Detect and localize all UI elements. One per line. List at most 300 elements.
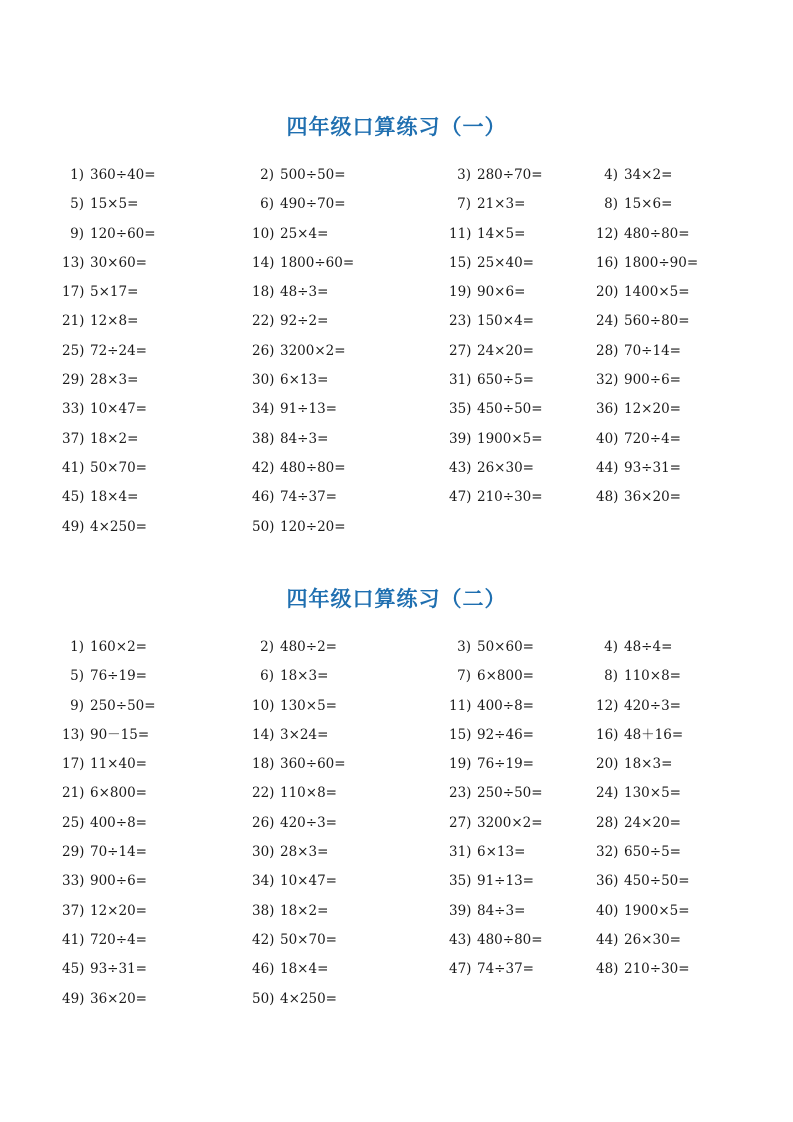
- problem-expression: 110×8=: [280, 785, 337, 802]
- problem-expression: 84÷3=: [477, 902, 526, 919]
- problem-expression: 91÷13=: [280, 401, 337, 418]
- problem-item: [252, 220, 328, 249]
- problem-expression: 720÷4=: [90, 931, 147, 948]
- problem-grid: [0, 161, 793, 542]
- problem-expression: 160×2=: [90, 639, 147, 655]
- problem-item: [252, 307, 328, 336]
- problem-expression: 26×30=: [624, 931, 681, 948]
- problem-item: [596, 425, 681, 454]
- problem-expression: 74÷37=: [477, 961, 534, 978]
- problem-number: 41): [62, 459, 85, 476]
- problem-item: [449, 307, 534, 336]
- problem-item: [449, 926, 543, 955]
- problem-expression: 4×250=: [90, 518, 147, 535]
- problem-expression: 11×40=: [90, 756, 147, 773]
- problem-item: [62, 985, 147, 1014]
- problem-number: 19): [449, 756, 472, 773]
- problem-item: [449, 161, 543, 190]
- problem-number: 32): [596, 844, 619, 861]
- problem-expression: 18×2=: [90, 430, 139, 447]
- problem-expression: 25×4=: [280, 225, 329, 242]
- problem-row: [0, 926, 793, 955]
- problem-expression: 50×70=: [90, 459, 147, 476]
- problem-expression: 18×3=: [280, 668, 329, 685]
- problem-item: [449, 779, 543, 808]
- problem-item: [252, 809, 337, 838]
- problem-item: [252, 366, 328, 395]
- problem-expression: 18×4=: [280, 961, 329, 978]
- problem-number: 37): [62, 902, 85, 919]
- problem-expression: 50×60=: [477, 639, 534, 655]
- problem-row: [0, 161, 793, 190]
- problem-expression: 480÷80=: [280, 459, 346, 476]
- problem-number: 44): [596, 459, 619, 476]
- worksheet-section-2: [0, 584, 793, 1007]
- problem-item: [252, 838, 328, 867]
- problem-number: 16): [596, 726, 619, 743]
- problem-number: 23): [449, 785, 472, 802]
- problem-number: 28): [596, 342, 619, 359]
- problem-expression: 130×5=: [624, 785, 681, 802]
- problem-expression: 480÷2=: [280, 639, 337, 655]
- problem-expression: 12×20=: [90, 902, 147, 919]
- problem-expression: 280÷70=: [477, 167, 543, 183]
- problem-expression: 70÷14=: [90, 844, 147, 861]
- problem-item: [252, 779, 337, 808]
- problem-expression: 50×70=: [280, 931, 337, 948]
- problem-item: [449, 366, 534, 395]
- problem-number: 7): [457, 196, 471, 213]
- problem-number: 29): [62, 844, 85, 861]
- problem-number: 44): [596, 931, 619, 948]
- problem-item: [596, 721, 683, 750]
- problem-expression: 900÷6=: [90, 873, 147, 890]
- problem-number: 27): [449, 814, 472, 831]
- problem-expression: 18×2=: [280, 902, 329, 919]
- problem-expression: 4×250=: [280, 990, 337, 1007]
- problem-number: 13): [62, 726, 85, 743]
- problem-item: [62, 721, 149, 750]
- problem-expression: 360÷40=: [90, 167, 156, 183]
- problem-number: 17): [62, 284, 85, 301]
- problem-item: [252, 692, 337, 721]
- problem-expression: 12×20=: [624, 401, 681, 418]
- problem-number: 2): [260, 167, 274, 183]
- problem-expression: 6×800=: [477, 668, 534, 685]
- problem-number: 9): [70, 225, 84, 242]
- problem-number: 42): [252, 931, 275, 948]
- problem-expression: 450÷50=: [624, 873, 690, 890]
- problem-expression: 93÷31=: [624, 459, 681, 476]
- problem-expression: 150×4=: [477, 313, 534, 330]
- problem-number: 13): [62, 254, 85, 271]
- problem-expression: 420÷3=: [280, 814, 337, 831]
- problem-item: [62, 513, 147, 542]
- problem-number: 27): [449, 342, 472, 359]
- problem-number: 32): [596, 372, 619, 389]
- problem-number: 46): [252, 489, 275, 506]
- problem-number: 35): [449, 401, 472, 418]
- problem-number: 15): [449, 726, 472, 743]
- problem-item: [596, 161, 672, 190]
- problem-grid: [0, 633, 793, 1014]
- problem-item: [62, 779, 147, 808]
- problem-item: [62, 662, 147, 691]
- problem-number: 33): [62, 401, 85, 418]
- problem-item: [596, 692, 681, 721]
- problem-expression: 48＋16=: [624, 726, 684, 743]
- problem-item: [596, 307, 690, 336]
- problem-row: [0, 337, 793, 366]
- problem-item: [596, 867, 690, 896]
- problem-number: 18): [252, 284, 275, 301]
- problem-expression: 1800÷60=: [280, 254, 355, 271]
- problem-item: [62, 926, 147, 955]
- problem-expression: 90×6=: [477, 284, 526, 301]
- problem-item: [596, 838, 681, 867]
- problem-item: [449, 750, 534, 779]
- problem-number: 5): [70, 668, 84, 685]
- problem-number: 31): [449, 372, 472, 389]
- problem-number: 39): [449, 902, 472, 919]
- problem-item: [62, 249, 147, 278]
- problem-expression: 400÷8=: [477, 697, 534, 714]
- problem-item: [449, 220, 525, 249]
- problem-expression: 15×5=: [90, 196, 139, 213]
- problem-item: [596, 454, 681, 483]
- problem-row: [0, 395, 793, 424]
- section-title: 四年级口算练习（一）: [286, 114, 507, 139]
- worksheet-section-1: [0, 112, 793, 535]
- problem-expression: 250÷50=: [90, 697, 156, 714]
- problem-expression: 130×5=: [280, 697, 337, 714]
- problem-expression: 3200×2=: [280, 342, 346, 359]
- problem-expression: 90－15=: [90, 726, 150, 743]
- problem-expression: 25×40=: [477, 254, 534, 271]
- problem-number: 26): [252, 342, 275, 359]
- problem-number: 10): [252, 697, 275, 714]
- problem-expression: 15×6=: [624, 196, 673, 213]
- problem-expression: 76÷19=: [477, 756, 534, 773]
- problem-number: 45): [62, 961, 85, 978]
- problem-item: [449, 337, 534, 366]
- problem-number: 22): [252, 785, 275, 802]
- problem-number: 7): [457, 668, 471, 685]
- problem-number: 33): [62, 873, 85, 890]
- problem-expression: 650÷5=: [477, 372, 534, 389]
- problem-item: [62, 425, 138, 454]
- problem-number: 43): [449, 459, 472, 476]
- problem-item: [252, 985, 337, 1014]
- problem-expression: 210÷30=: [477, 489, 543, 506]
- problem-row: [0, 750, 793, 779]
- problem-number: 20): [596, 284, 619, 301]
- problem-expression: 76÷19=: [90, 668, 147, 685]
- problem-number: 4): [604, 639, 618, 655]
- problem-number: 6): [260, 668, 274, 685]
- problem-expression: 28×3=: [280, 844, 329, 861]
- problem-item: [252, 867, 337, 896]
- problem-item: [62, 750, 147, 779]
- problem-item: [449, 867, 534, 896]
- problem-item: [62, 955, 147, 984]
- problem-item: [596, 190, 672, 219]
- problem-expression: 110×8=: [624, 668, 681, 685]
- problem-expression: 18×4=: [90, 489, 139, 506]
- problem-expression: 720÷4=: [624, 430, 681, 447]
- problem-expression: 84÷3=: [280, 430, 329, 447]
- problem-number: 5): [70, 196, 84, 213]
- problem-item: [449, 809, 543, 838]
- problem-number: 11): [449, 697, 472, 714]
- problem-item: [252, 721, 328, 750]
- problem-number: 30): [252, 372, 275, 389]
- problem-number: 4): [604, 167, 618, 183]
- problem-item: [252, 513, 346, 542]
- problem-number: 24): [596, 313, 619, 330]
- problem-expression: 36×20=: [90, 990, 147, 1007]
- problem-number: 22): [252, 313, 275, 330]
- problem-expression: 14×5=: [477, 225, 526, 242]
- problem-expression: 480÷80=: [477, 931, 543, 948]
- problem-item: [252, 278, 328, 307]
- problem-expression: 70÷14=: [624, 342, 681, 359]
- problem-expression: 480÷80=: [624, 225, 690, 242]
- problem-item: [449, 838, 525, 867]
- problem-expression: 18×3=: [624, 756, 673, 773]
- problem-item: [596, 366, 681, 395]
- problem-row: [0, 809, 793, 838]
- problem-item: [596, 278, 690, 307]
- problem-item: [62, 809, 147, 838]
- problem-expression: 93÷31=: [90, 961, 147, 978]
- problem-number: 19): [449, 284, 472, 301]
- problem-number: 48): [596, 961, 619, 978]
- problem-expression: 650÷5=: [624, 844, 681, 861]
- problem-number: 26): [252, 814, 275, 831]
- problem-number: 37): [62, 430, 85, 447]
- problem-expression: 48÷3=: [280, 284, 329, 301]
- problem-item: [252, 750, 346, 779]
- problem-expression: 500÷50=: [280, 167, 346, 183]
- problem-number: 8): [604, 196, 618, 213]
- problem-expression: 120÷60=: [90, 225, 156, 242]
- problem-number: 48): [596, 489, 619, 506]
- problem-item: [62, 692, 156, 721]
- problem-number: 39): [449, 430, 472, 447]
- problem-item: [449, 278, 525, 307]
- problem-item: [252, 454, 346, 483]
- problem-number: 47): [449, 961, 472, 978]
- problem-number: 41): [62, 931, 85, 948]
- problem-expression: 34×2=: [624, 167, 673, 183]
- problem-item: [449, 633, 534, 662]
- problem-item: [62, 220, 156, 249]
- problem-item: [252, 926, 337, 955]
- problem-expression: 21×3=: [477, 196, 526, 213]
- problem-item: [596, 337, 681, 366]
- problem-item: [252, 337, 346, 366]
- problem-item: [449, 249, 534, 278]
- problem-expression: 10×47=: [90, 401, 147, 418]
- problem-item: [596, 220, 690, 249]
- problem-number: 12): [596, 225, 619, 242]
- problem-number: 40): [596, 430, 619, 447]
- problem-expression: 6×800=: [90, 785, 147, 802]
- problem-expression: 10×47=: [280, 873, 337, 890]
- problem-item: [62, 161, 156, 190]
- problem-row: [0, 955, 793, 984]
- problem-item: [449, 662, 534, 691]
- problem-number: 34): [252, 401, 275, 418]
- problem-expression: 1800÷90=: [624, 254, 699, 271]
- problem-expression: 490÷70=: [280, 196, 346, 213]
- problem-number: 3): [457, 167, 471, 183]
- problem-number: 1): [70, 639, 84, 655]
- problem-number: 18): [252, 756, 275, 773]
- problem-item: [252, 897, 328, 926]
- problem-item: [62, 190, 138, 219]
- problem-number: 8): [604, 668, 618, 685]
- problem-row: [0, 454, 793, 483]
- problem-number: 11): [449, 225, 472, 242]
- problem-number: 45): [62, 489, 85, 506]
- problem-expression: 48÷4=: [624, 639, 673, 655]
- problem-number: 34): [252, 873, 275, 890]
- problem-number: 17): [62, 756, 85, 773]
- problem-expression: 1900×5=: [624, 902, 690, 919]
- problem-row: [0, 985, 793, 1014]
- problem-row: [0, 838, 793, 867]
- problem-item: [449, 454, 534, 483]
- problem-number: 43): [449, 931, 472, 948]
- problem-number: 14): [252, 254, 275, 271]
- problem-row: [0, 366, 793, 395]
- problem-item: [596, 395, 681, 424]
- problem-item: [449, 692, 534, 721]
- problem-expression: 420÷3=: [624, 697, 681, 714]
- problem-expression: 560÷80=: [624, 313, 690, 330]
- problem-expression: 24×20=: [624, 814, 681, 831]
- problem-number: 24): [596, 785, 619, 802]
- problem-expression: 120÷20=: [280, 518, 346, 535]
- problem-item: [449, 395, 543, 424]
- problem-item: [252, 662, 328, 691]
- problem-expression: 91÷13=: [477, 873, 534, 890]
- problem-expression: 1400×5=: [624, 284, 690, 301]
- problem-expression: 250÷50=: [477, 785, 543, 802]
- problem-item: [449, 190, 525, 219]
- problem-row: [0, 779, 793, 808]
- problem-item: [252, 483, 337, 512]
- problem-number: 38): [252, 902, 275, 919]
- problem-number: 47): [449, 489, 472, 506]
- problem-item: [449, 721, 534, 750]
- problem-expression: 28×3=: [90, 372, 139, 389]
- problem-item: [596, 633, 672, 662]
- problem-item: [596, 750, 672, 779]
- problem-number: 20): [596, 756, 619, 773]
- problem-number: 10): [252, 225, 275, 242]
- problem-item: [596, 955, 690, 984]
- problem-item: [252, 190, 346, 219]
- problem-expression: 36×20=: [624, 489, 681, 506]
- problem-item: [252, 955, 328, 984]
- problem-item: [62, 366, 138, 395]
- problem-row: [0, 220, 793, 249]
- problem-item: [596, 779, 681, 808]
- problem-item: [62, 454, 147, 483]
- problem-number: 25): [62, 814, 85, 831]
- problem-item: [596, 249, 698, 278]
- problem-number: 35): [449, 873, 472, 890]
- problem-item: [252, 249, 354, 278]
- problem-number: 42): [252, 459, 275, 476]
- problem-item: [62, 395, 147, 424]
- problem-item: [62, 633, 147, 662]
- problem-number: 12): [596, 697, 619, 714]
- problem-expression: 72÷24=: [90, 342, 147, 359]
- problem-number: 50): [252, 518, 275, 535]
- problem-item: [252, 633, 337, 662]
- problem-item: [62, 897, 147, 926]
- problem-expression: 24×20=: [477, 342, 534, 359]
- problem-number: 21): [62, 313, 85, 330]
- problem-number: 23): [449, 313, 472, 330]
- problem-row: [0, 692, 793, 721]
- problem-expression: 92÷46=: [477, 726, 534, 743]
- problem-number: 36): [596, 401, 619, 418]
- problem-item: [596, 809, 681, 838]
- problem-item: [596, 926, 681, 955]
- problem-number: 1): [70, 167, 84, 183]
- problem-number: 31): [449, 844, 472, 861]
- problem-number: 14): [252, 726, 275, 743]
- problem-expression: 400÷8=: [90, 814, 147, 831]
- problem-row: [0, 278, 793, 307]
- problem-expression: 3200×2=: [477, 814, 543, 831]
- problem-item: [62, 337, 147, 366]
- problem-item: [596, 662, 681, 691]
- problem-item: [252, 161, 346, 190]
- problem-number: 3): [457, 639, 471, 655]
- problem-expression: 3×24=: [280, 726, 329, 743]
- problem-number: 46): [252, 961, 275, 978]
- problem-item: [449, 897, 525, 926]
- problem-number: 25): [62, 342, 85, 359]
- problem-row: [0, 249, 793, 278]
- problem-number: 29): [62, 372, 85, 389]
- problem-item: [62, 483, 138, 512]
- problem-item: [596, 483, 681, 512]
- problem-item: [449, 955, 534, 984]
- problem-number: 21): [62, 785, 85, 802]
- problem-row: [0, 662, 793, 691]
- problem-row: [0, 867, 793, 896]
- problem-item: [449, 483, 543, 512]
- problem-expression: 6×13=: [280, 372, 329, 389]
- section-title: 四年级口算练习（二）: [286, 586, 507, 611]
- problem-item: [252, 425, 328, 454]
- problem-expression: 74÷37=: [280, 489, 337, 506]
- problem-expression: 26×30=: [477, 459, 534, 476]
- problem-expression: 900÷6=: [624, 372, 681, 389]
- problem-number: 9): [70, 697, 84, 714]
- problem-number: 49): [62, 990, 85, 1007]
- problem-expression: 30×60=: [90, 254, 147, 271]
- problem-number: 15): [449, 254, 472, 271]
- problem-row: [0, 190, 793, 219]
